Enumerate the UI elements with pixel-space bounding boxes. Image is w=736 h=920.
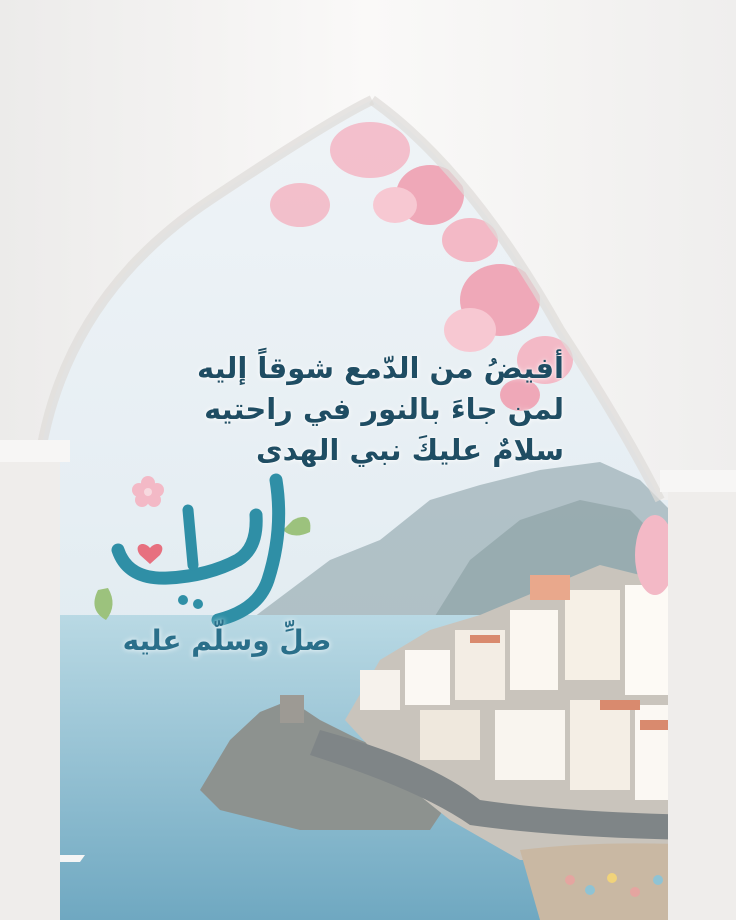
leaf-icon	[283, 517, 310, 536]
right-column	[668, 470, 736, 920]
left-column	[0, 440, 60, 920]
right-capital	[660, 470, 736, 492]
flower-icon	[132, 476, 164, 507]
heart-icon	[138, 544, 163, 564]
poem-verses	[44, 348, 564, 471]
prayer-text: صلِّ وسلّم عليه	[122, 624, 332, 657]
verse-line-3: سلامٌ عليكَ نبي الهدى	[256, 433, 564, 467]
watchtower	[280, 695, 304, 723]
leaf-icon	[94, 588, 112, 620]
verse-line-2: لمن جاءَ بالنور في راحتيه	[204, 392, 564, 426]
verse-line-1: أفيضُ من الدّمع شوقاً إليه	[197, 351, 564, 385]
